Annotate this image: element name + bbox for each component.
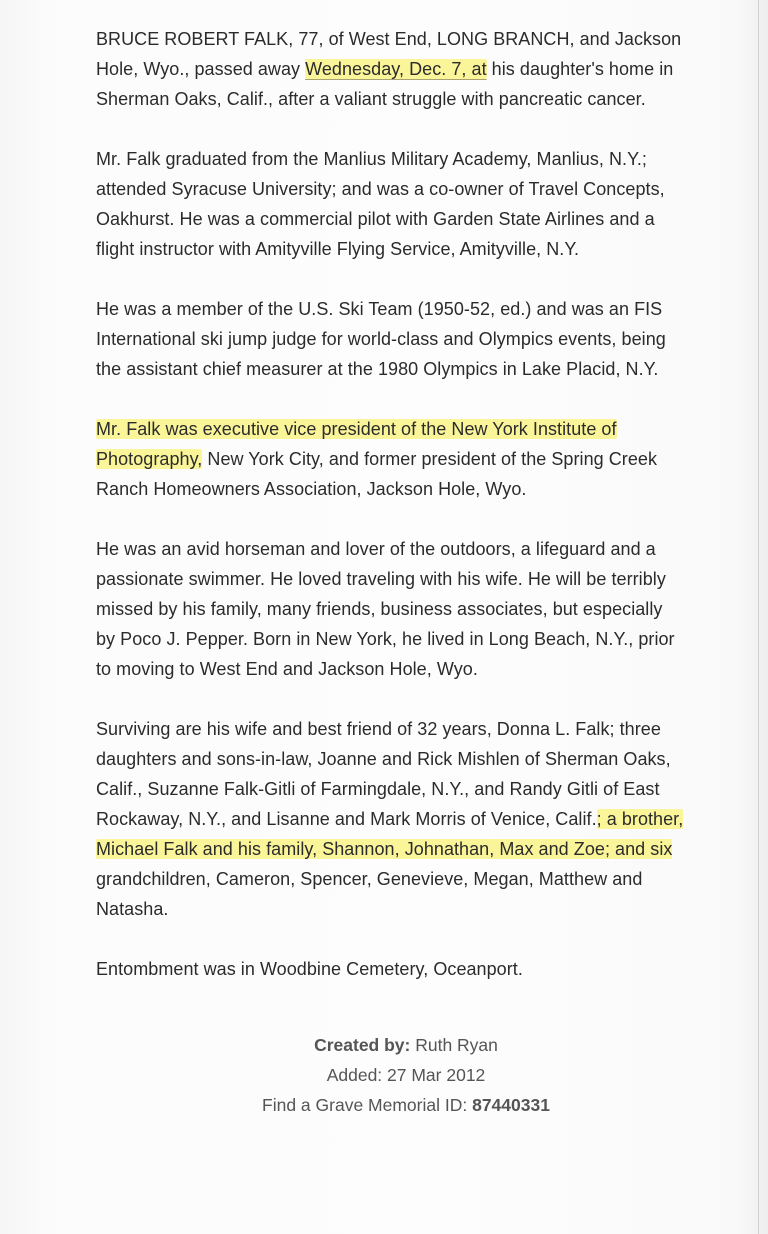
- paragraph-intro: [96, 24, 716, 114]
- text-line: flight instructor with Amityville Flying Service, Amityville, N.Y.: [96, 239, 580, 259]
- paragraph-personal: [96, 534, 716, 684]
- text-line: Mr. Falk graduated from the Manlius Military Academy, Manlius, N.Y.;: [96, 149, 647, 169]
- added-date: Added: 27 Mar 2012: [326, 1065, 486, 1085]
- text-line: Natasha.: [96, 899, 169, 919]
- text-line: daughters and sons-in-law, Joanne and Rick Mishlen of Sherman Oaks,: [96, 749, 671, 769]
- created-by: [96, 1030, 716, 1060]
- text-line: Photography, New York City, and former president of the Spring Creek: [96, 449, 658, 469]
- memorial-id-label: Find a Grave Memorial ID:: [262, 1095, 473, 1115]
- text-line: He was a member of the U.S. Ski Team (1950-52, ed.) and was an FIS: [96, 299, 663, 319]
- text-line: Sherman Oaks, Calif., after a valiant struggle with pancreatic cancer.: [96, 89, 646, 109]
- text-line: attended Syracuse University; and was a co-owner of Travel Concepts,: [96, 179, 665, 199]
- text-line: missed by his family, many friends, business associates, but especially: [96, 599, 663, 619]
- highlighted-institute: Photography,: [96, 449, 203, 469]
- paragraph-entombment: [96, 954, 716, 984]
- highlighted-brother: ; a brother,: [596, 809, 684, 829]
- highlighted-title: Mr. Falk was executive vice president of the New York Institute of: [96, 419, 617, 439]
- text-line: Surviving are his wife and best friend of 32 years, Donna L. Falk; three: [96, 719, 661, 739]
- text-line: He was an avid horseman and lover of the outdoors, a lifeguard and a: [96, 539, 656, 559]
- text-line: Rockaway, N.Y., and Lisanne and Mark Morris of Venice, Calif.; a brother,: [96, 809, 684, 829]
- obituary-text: [96, 24, 716, 1014]
- paragraph-career: [96, 414, 716, 504]
- memorial-id-value: 87440331: [472, 1095, 550, 1115]
- page-edge-line: [758, 0, 759, 1234]
- memorial-id: [96, 1090, 716, 1120]
- text-line: Ranch Homeowners Association, Jackson Hole, Wyo.: [96, 479, 527, 499]
- highlighted-date: Wednesday, Dec. 7, at: [305, 59, 487, 79]
- created-by-label: Created by:: [314, 1035, 411, 1055]
- text-line: to moving to West End and Jackson Hole, Wyo.: [96, 659, 478, 679]
- text-line: Oakhurst. He was a commercial pilot with Garden State Airlines and a: [96, 209, 655, 229]
- text-line: [96, 834, 716, 864]
- text-line: BRUCE ROBERT FALK, 77, of West End, LONG BRANCH, and Jackson: [96, 29, 682, 49]
- memorial-footer: [96, 1030, 716, 1120]
- text-line: by Poco J. Pepper. Born in New York, he lived in Long Beach, N.Y., prior: [96, 629, 675, 649]
- paragraph-education: [96, 144, 716, 264]
- text-line: grandchildren, Cameron, Spencer, Genevieve, Megan, Matthew and: [96, 869, 643, 889]
- text-line: the assistant chief measurer at the 1980 Olympics in Lake Placid, N.Y.: [96, 359, 659, 379]
- text-line: passionate swimmer. He loved traveling with his wife. He will be terribly: [96, 569, 666, 589]
- highlighted-brother-family: Michael Falk and his family, Shannon, Johnathan, Max and Zoe; and six: [96, 839, 673, 859]
- paragraph-survivors: [96, 714, 716, 924]
- text-line: Hole, Wyo., passed away Wednesday, Dec. 7, at his daughter's home in: [96, 59, 674, 79]
- created-by-value: Ruth Ryan: [410, 1035, 498, 1055]
- paragraph-ski-team: [96, 294, 716, 384]
- text-line: [96, 414, 716, 444]
- text-line: Calif., Suzanne Falk-Gitli of Farmingdale, N.Y., and Randy Gitli of East: [96, 779, 660, 799]
- text-line: International ski jump judge for world-class and Olympics events, being: [96, 329, 666, 349]
- text-line: Entombment was in Woodbine Cemetery, Oceanport.: [96, 959, 523, 979]
